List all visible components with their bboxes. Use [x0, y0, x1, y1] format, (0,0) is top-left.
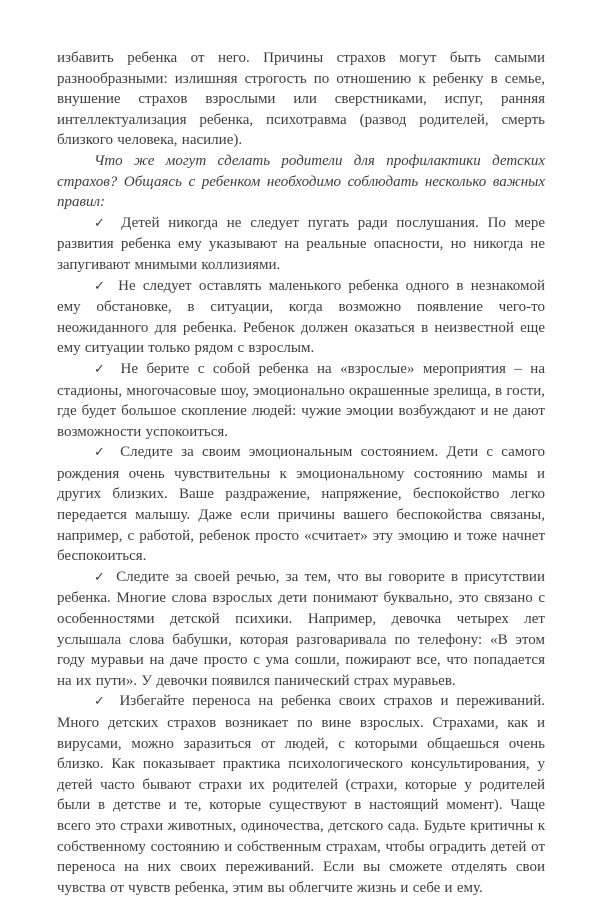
checkmark-icon: ✓ [94, 445, 109, 461]
lead-in-paragraph: Что же могут сделать родители для профилактики детских страхов? Общаясь с ребенком необходимо соблюдать несколько важных правил: [57, 152, 545, 211]
checkmark-icon: ✓ [94, 694, 109, 710]
bullet-paragraph: ✓ Детей никогда не следует пугать ради послушания. По мере развития ребенка ему указывают на реальные опасности, но никогда не запугивают мнимыми коллизиями. [57, 214, 545, 273]
checkmark-icon: ✓ [94, 361, 110, 377]
bullet-paragraph: ✓ Не следует оставлять маленького ребенка одного в незнакомой ему обстановке, в ситуации, когда возможно появление чего-то неожиданного для ребенка. Ребенок должен оказаться в неизвестной еще ему ситуации только рядом с взрослым. [57, 277, 545, 357]
body-paragraph: избавить ребенка от него. Причины страхов могут быть самыми разнообразными: излишняя строгость по отношению к ребенку в семье, внушение страхов взрослыми или сверстниками, испуг, ранняя интеллектуализация ребенка, психотравма (развод родителей, смерть близкого человека, насилие). [57, 50, 545, 149]
bullet-paragraph: ✓ Следите за своей речью, за тем, что вы говорите в присутствии ребенка. Многие слова взрослых дети понимают буквально, это связано с особенностями детской психики. Например, девочка четырех лет услышала слова бабушки, которая разговаривала по телефону: «В этом году муравьи на даче просто с ума сошли, пожирают все, что попадается на их пути». У девочки появился панический страх муравьев. [57, 568, 545, 689]
bullet-paragraph: ✓ Следите за своим эмоциональным состоянием. Дети с самого рождения очень чувствительны к эмоциональному состоянию мамы и других близких. Ваше раздражение, напряжение, беспокойство легко передается малышу. Даже если причины вашего беспокойства связаны, например, с работой, ребенок просто «считает» эту эмоцию и тоже начнет беспокоиться. [57, 444, 545, 565]
bullet-paragraph: ✓ Не берите с собой ребенка на «взрослые» мероприятия – на стадионы, многочасовые шоу, эмоционально окрашенные зрелища, в гости, где будет большое скопление людей: чужие эмоции возбуждают и не дают возможности успокоиться. [57, 360, 545, 440]
checkmark-icon: ✓ [94, 278, 108, 294]
checkmark-icon: ✓ [94, 215, 110, 231]
document-body [57, 48, 545, 898]
checkmark-icon: ✓ [94, 569, 107, 585]
bullet-paragraph: ✓ Избегайте переноса на ребенка своих страхов и переживаний. Много детских страхов возникает по вине взрослых. Страхами, как и вирусами, можно заразиться от людей, с которыми общаешься очень близко. Как показывает практика психологического консультирования, у детей часто бывают страхи их родителей (страхи, которые у родителей были в детстве и те, которые существуют в настоящий момент). Чаще всего это страхи животных, одиночества, детского сада. Будьте критичны к собственному состоянию и собственным страхам, чтобы оградить детей от переноса на них своих переживаний. Если вы сможете отделять свои чувства от чувств ребенка, этим вы облегчите жизнь и себе и ему. [57, 693, 545, 896]
